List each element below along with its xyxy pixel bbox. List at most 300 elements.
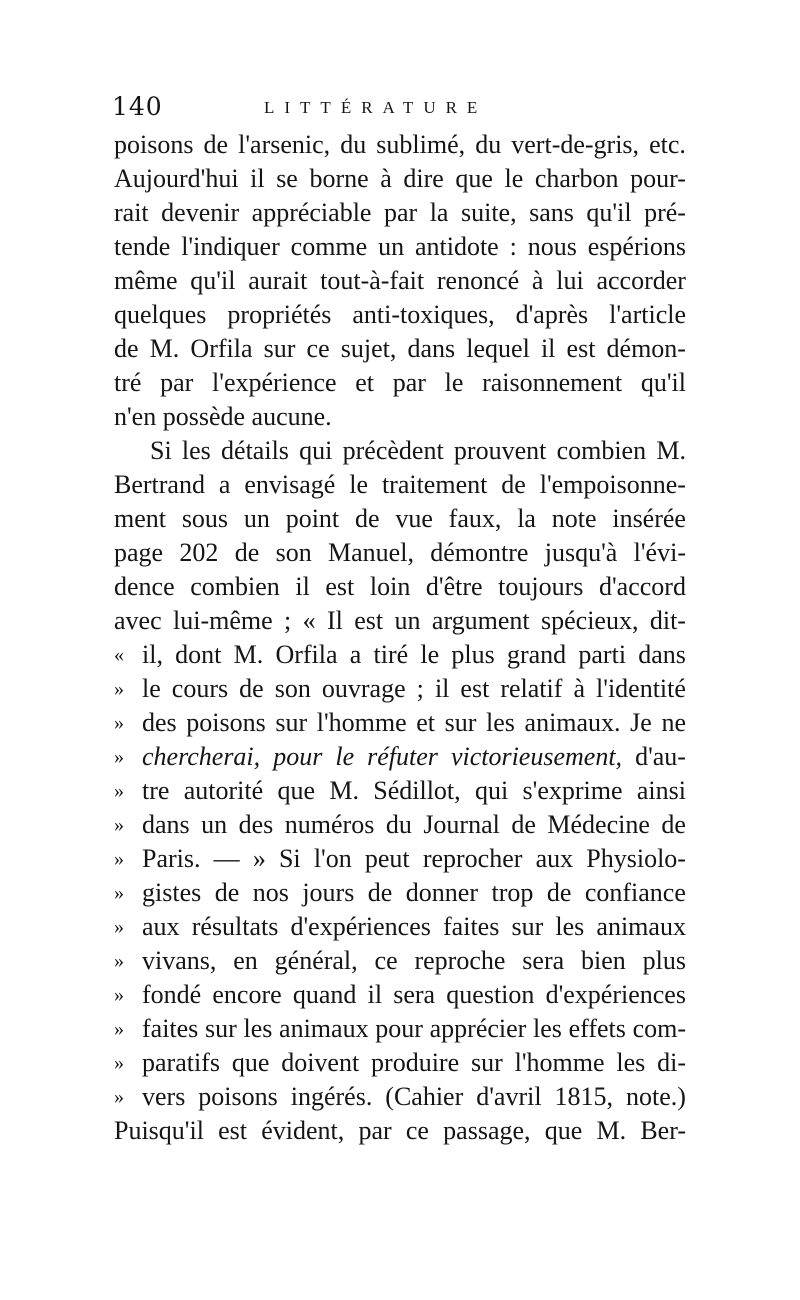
word: ainsi <box>636 776 686 805</box>
quote-line-body <box>142 842 686 876</box>
quote-mark: » <box>114 1086 124 1108</box>
word: réfuter <box>367 742 438 771</box>
word: est <box>218 1116 248 1145</box>
word: la <box>517 504 536 533</box>
text-line <box>114 502 686 536</box>
quote-mark: » <box>114 950 124 972</box>
word: toujours <box>498 572 584 601</box>
word: dans <box>407 334 456 363</box>
word: peut <box>364 844 410 873</box>
text-line <box>114 332 686 366</box>
word: spécieux, <box>541 606 639 635</box>
word: d'expériences <box>290 912 431 941</box>
word: Si <box>278 844 301 873</box>
word: vert-de-gris, <box>511 130 640 159</box>
word: poisons <box>186 708 266 737</box>
word: les <box>243 1014 273 1043</box>
word: sans <box>529 198 574 227</box>
word: numéros <box>284 810 375 839</box>
word: de <box>114 334 139 363</box>
quote-mark: » <box>114 780 124 802</box>
word: d'au- <box>635 742 686 771</box>
word: le <box>444 368 464 397</box>
word: le <box>349 470 369 499</box>
text-line <box>114 638 686 672</box>
quote-line-body <box>142 740 686 774</box>
text-line <box>114 230 686 264</box>
word: combien <box>556 436 647 465</box>
word: page <box>114 538 164 567</box>
text-line <box>114 1012 686 1046</box>
word: du <box>385 810 412 839</box>
word: Orfila <box>275 640 338 669</box>
word: quelques <box>114 300 207 329</box>
word: sur <box>444 708 477 737</box>
word: et <box>355 368 374 397</box>
word: combien <box>190 572 280 601</box>
word: bien <box>581 946 626 975</box>
word: Puisqu'il <box>114 1116 204 1145</box>
word: le <box>335 742 355 771</box>
word: Bertrand <box>114 470 205 499</box>
word: antidote <box>414 232 499 261</box>
word: il <box>434 674 450 703</box>
word: encore <box>212 980 282 1009</box>
word: trop <box>491 878 534 907</box>
word: plus <box>451 640 495 669</box>
word: loin <box>369 572 411 601</box>
word: ment <box>114 504 166 533</box>
word: : <box>509 232 517 261</box>
word: com- <box>632 1014 686 1043</box>
text-line <box>114 910 686 944</box>
word: fondé <box>142 980 202 1009</box>
word: vue <box>395 504 433 533</box>
text-line <box>114 842 686 876</box>
line-text: n'en possède aucune. <box>114 402 332 431</box>
quote-mark: » <box>114 1018 124 1040</box>
word: renoncé <box>436 266 520 295</box>
word: les <box>555 912 585 941</box>
text-line <box>114 298 686 332</box>
word: grand <box>506 640 567 669</box>
word: d'avril <box>476 1082 542 1111</box>
word: que <box>455 164 493 193</box>
word: pour <box>375 1014 423 1043</box>
word: précèdent <box>342 436 444 465</box>
word: ne <box>661 708 686 737</box>
word: sera <box>393 980 436 1009</box>
word: animaux <box>279 1014 369 1043</box>
text-line <box>114 570 686 604</box>
word: dire <box>403 164 444 193</box>
word: par <box>383 198 418 227</box>
word: se <box>276 164 298 193</box>
quote-mark: » <box>114 712 124 734</box>
word: ; <box>284 606 292 635</box>
word: poisons <box>114 130 194 159</box>
word: même <box>114 266 178 295</box>
word: di- <box>657 1048 686 1077</box>
word: note.) <box>626 1082 686 1111</box>
word: propriétés <box>227 300 332 329</box>
text-line <box>114 162 686 196</box>
text-line <box>114 706 686 740</box>
word: vers <box>142 1082 186 1111</box>
word: dont <box>175 640 222 669</box>
word: suite, <box>460 198 517 227</box>
quote-mark: » <box>114 882 124 904</box>
word: il <box>540 334 556 363</box>
word: que <box>544 1116 583 1145</box>
word: relatif <box>500 674 563 703</box>
quote-mark: » <box>114 746 124 768</box>
word: anti-toxiques, <box>352 300 495 329</box>
word: 202 <box>179 538 219 567</box>
word: autorité <box>183 776 264 805</box>
word: reproche <box>414 946 506 975</box>
word: 1815, <box>554 1082 614 1111</box>
word: M. <box>596 1116 627 1145</box>
word: nos <box>252 878 289 907</box>
word: qu'il <box>586 198 632 227</box>
word: Médecine <box>547 810 650 839</box>
word: ce <box>306 334 330 363</box>
word: il <box>250 164 265 193</box>
word: qu'il <box>640 368 686 397</box>
word: animaux <box>596 912 686 941</box>
word: et <box>416 708 436 737</box>
word: prouvent <box>453 436 547 465</box>
word: l'homme <box>514 1048 605 1077</box>
text-line <box>114 604 686 638</box>
text-line <box>114 740 686 774</box>
word: — <box>213 844 240 873</box>
word: l'article <box>609 300 686 329</box>
text-line <box>114 400 686 434</box>
word: pré- <box>644 198 686 227</box>
word: qu'il <box>190 266 236 295</box>
quote-mark: « <box>114 644 124 666</box>
word: de <box>546 878 572 907</box>
word: l'évi- <box>633 538 686 567</box>
word: Il <box>327 606 343 635</box>
word: sur <box>205 1014 237 1043</box>
word: le <box>504 164 524 193</box>
word: comme <box>290 232 368 261</box>
word: un <box>201 810 228 839</box>
word: envisagé <box>244 470 336 499</box>
word: le <box>142 674 161 703</box>
word: (Cahier <box>385 1082 464 1111</box>
word: Physiolo- <box>586 844 686 873</box>
text-line <box>114 876 686 910</box>
word: Paris. <box>142 844 201 873</box>
word: évident, <box>261 1116 345 1145</box>
word: sur <box>263 334 296 363</box>
word: par <box>160 368 194 397</box>
word: les <box>181 436 211 465</box>
text-line <box>114 196 686 230</box>
word: ; <box>416 674 424 703</box>
quote-mark: » <box>114 678 124 700</box>
word: d'après <box>515 300 589 329</box>
word: raisonnement <box>482 368 623 397</box>
word: traitement <box>381 470 488 499</box>
quote-line-body <box>142 808 686 842</box>
word: des <box>238 810 274 839</box>
word: que <box>231 1048 270 1077</box>
quote-mark: » <box>114 848 124 870</box>
word: d'être <box>425 572 483 601</box>
word: note <box>551 504 597 533</box>
word: vivans, <box>142 946 217 975</box>
word: cours <box>171 674 229 703</box>
word: sur <box>511 912 544 941</box>
word: dence <box>114 572 175 601</box>
word: l'homme <box>316 708 407 737</box>
word: plus <box>642 946 686 975</box>
quote-line-body <box>142 876 686 910</box>
word: argument <box>431 606 530 635</box>
word: charbon <box>534 164 619 193</box>
word: détails <box>221 436 289 465</box>
running-head <box>112 92 692 122</box>
word: dit- <box>649 606 686 635</box>
word: sera <box>522 946 565 975</box>
word: en <box>233 946 258 975</box>
word: Je <box>630 708 652 737</box>
word: les <box>533 1014 562 1043</box>
page-number: 140 <box>112 92 163 121</box>
word: aux <box>535 844 574 873</box>
word: aurait <box>248 266 308 295</box>
word: quand <box>292 980 357 1009</box>
running-title: LITTÉRATURE <box>264 98 488 117</box>
word: l'arsenic, <box>238 130 331 159</box>
text-line <box>114 128 686 162</box>
word: point <box>285 504 340 533</box>
word: avec <box>114 606 162 635</box>
text-line <box>114 944 686 978</box>
word: sur <box>275 708 308 737</box>
word: l'empoisonne- <box>539 470 686 499</box>
text-line <box>114 264 686 298</box>
word: résultats <box>191 912 279 941</box>
text-line <box>114 978 686 1012</box>
word: démon- <box>606 334 686 363</box>
word: de <box>367 878 393 907</box>
word: a <box>349 640 362 669</box>
word: d'accord <box>599 572 686 601</box>
word: borne <box>309 164 369 193</box>
word: Manuel, <box>328 538 414 567</box>
word: Sédillot, <box>373 776 461 805</box>
word: « <box>302 606 316 635</box>
quote-line-body <box>142 1046 686 1080</box>
word: tiré <box>373 640 409 669</box>
quote-mark: » <box>114 1052 124 1074</box>
word: jusqu'à <box>544 538 618 567</box>
word: l'on <box>313 844 352 873</box>
quote-line-body <box>142 1080 686 1114</box>
word: l'expérience <box>212 368 337 397</box>
word: accorder <box>596 266 686 295</box>
word: paratifs <box>142 1048 220 1077</box>
word: Orfila <box>190 334 253 363</box>
word: l'identité <box>596 674 686 703</box>
word: un <box>378 232 405 261</box>
quote-line-body <box>142 978 686 1012</box>
word: tende <box>114 232 171 261</box>
word: gistes <box>142 878 202 907</box>
word: effets <box>568 1014 626 1043</box>
word: lui <box>556 266 584 295</box>
word: la <box>429 198 449 227</box>
word: Aujourd'hui <box>114 164 239 193</box>
word: M. <box>149 334 180 363</box>
quote-mark: » <box>114 814 124 836</box>
quote-line-body <box>142 1012 686 1046</box>
word: ingérés. <box>290 1082 373 1111</box>
word: M. <box>656 436 686 465</box>
word: jours <box>302 878 355 907</box>
word: de <box>203 130 229 159</box>
word: espérions <box>587 232 686 261</box>
word: dans <box>638 640 686 669</box>
word: des <box>142 708 177 737</box>
word: de <box>501 470 526 499</box>
word: chercherai, <box>142 742 261 771</box>
word: d'expériences <box>545 980 686 1009</box>
word: Si <box>150 436 172 465</box>
word: appréciable <box>251 198 372 227</box>
quote-line-body <box>142 774 686 808</box>
word: sublimé, <box>376 130 466 159</box>
text-line <box>114 774 686 808</box>
word: s'exprime <box>522 776 623 805</box>
word: nous <box>527 232 577 261</box>
word: devenir <box>161 198 240 227</box>
word: de <box>661 810 686 839</box>
word: à <box>531 266 544 295</box>
word: son <box>274 674 311 703</box>
word: de <box>234 538 260 567</box>
word: confiance <box>584 878 686 907</box>
quote-line-body <box>142 672 686 706</box>
word: Journal <box>423 810 500 839</box>
word: est <box>325 572 355 601</box>
word: les <box>616 1048 646 1077</box>
word: le <box>420 640 440 669</box>
text-line <box>114 672 686 706</box>
word: faites <box>142 1014 199 1043</box>
quote-line-body <box>142 706 686 740</box>
word: faites <box>443 912 500 941</box>
word: ce <box>405 1116 429 1145</box>
word: victorieusement, <box>450 742 623 771</box>
word: rait <box>114 198 149 227</box>
word: ouvrage <box>321 674 406 703</box>
quote-line-body <box>142 638 686 672</box>
text-line <box>114 1114 686 1148</box>
word: poisons <box>198 1082 278 1111</box>
word: pour <box>273 742 323 771</box>
quote-line-body <box>142 910 686 944</box>
word: sous <box>181 504 229 533</box>
word: général, <box>274 946 358 975</box>
word: passage, <box>443 1116 531 1145</box>
word: pour- <box>630 164 686 193</box>
word: sujet, <box>340 334 397 363</box>
quote-mark: » <box>114 916 124 938</box>
word: M. <box>329 776 359 805</box>
word: il <box>367 980 383 1009</box>
word: reprocher <box>422 844 523 873</box>
word: est <box>566 334 596 363</box>
word: insérée <box>612 504 686 533</box>
word: de <box>511 810 536 839</box>
word: qui <box>474 776 509 805</box>
word: l'indiquer <box>181 232 280 261</box>
text-line <box>114 808 686 842</box>
word: par <box>358 1116 392 1145</box>
quote-mark: » <box>114 984 124 1006</box>
text-line <box>114 468 686 502</box>
word: qui <box>299 436 333 465</box>
word: lui-même <box>173 606 273 635</box>
word: un <box>394 606 421 635</box>
word: produire <box>371 1048 460 1077</box>
word: tre <box>142 776 170 805</box>
word: question <box>446 980 535 1009</box>
word: il <box>295 572 310 601</box>
word: à <box>573 674 585 703</box>
word: a <box>218 470 231 499</box>
word: » <box>252 844 266 873</box>
word: animaux. <box>524 708 621 737</box>
word: démontre <box>430 538 529 567</box>
word: parti <box>578 640 627 669</box>
word: ce <box>374 946 398 975</box>
text-line <box>114 434 686 468</box>
word: aux <box>142 912 180 941</box>
word: dans <box>142 810 190 839</box>
word: à <box>380 164 392 193</box>
word: tout-à-fait <box>320 266 425 295</box>
word: sur <box>470 1048 503 1077</box>
word: tré <box>114 368 142 397</box>
word: du <box>475 130 502 159</box>
word: doivent <box>281 1048 360 1077</box>
word: est <box>460 674 490 703</box>
word: son <box>275 538 312 567</box>
text-line <box>114 366 686 400</box>
text-line <box>114 1080 686 1114</box>
quote-line-body <box>142 944 686 978</box>
word: de <box>239 674 264 703</box>
word: est <box>354 606 384 635</box>
word: lequel <box>466 334 530 363</box>
word: du <box>340 130 367 159</box>
word: Ber- <box>640 1116 686 1145</box>
body-text <box>114 128 686 1148</box>
word: de <box>354 504 380 533</box>
word: il, <box>142 640 163 669</box>
word: faux, <box>448 504 502 533</box>
word: M. <box>233 640 264 669</box>
word: un <box>243 504 270 533</box>
